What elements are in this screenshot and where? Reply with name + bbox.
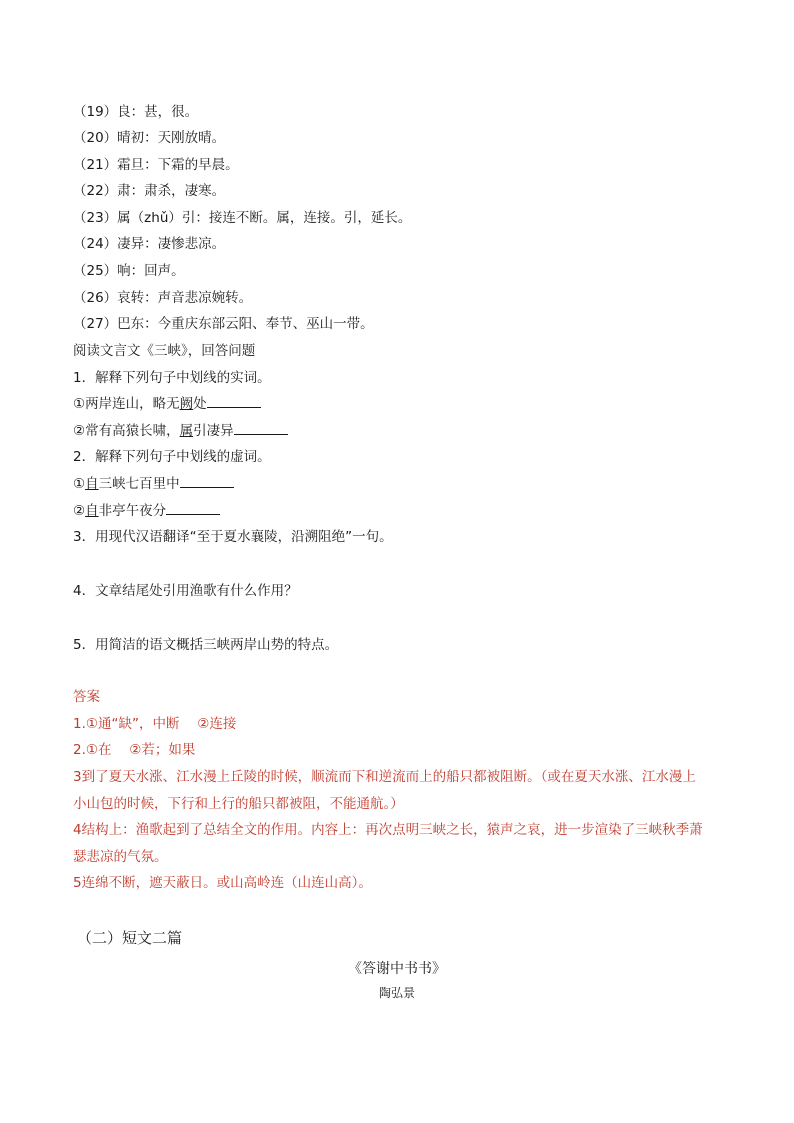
- note-22: （22）肃：肃杀，凄寒。: [73, 183, 226, 199]
- answer-4-line1: 4结构上：渔歌起到了总结全文的作用。内容上：再次点明三峡之长，猿声之哀，进一步渲染了三峡秋季萧: [73, 822, 703, 838]
- question-3: 3．用现代汉语翻译“至于夏水襄陵，沿溯阻绝”一句。: [73, 529, 393, 545]
- question-5: 5．用简洁的语文概括三峡两岸山势的特点。: [73, 637, 339, 653]
- note-25: （25）响：回声。: [73, 263, 185, 279]
- note-27: （27）巴东：今重庆东部云阳、奉节、巫山一带。: [73, 316, 374, 332]
- underlined-word: 属: [179, 423, 194, 439]
- essay-title: 《答谢中书书》: [348, 961, 446, 977]
- note-20: （20）晴初：天刚放晴。: [73, 130, 226, 146]
- answer-2: 2.①在 ②若；如果: [73, 742, 196, 758]
- question-4: 4．文章结尾处引用渔歌有什么作用？: [73, 583, 298, 599]
- essay-author: 陶弘景: [378, 986, 415, 1000]
- note-21: （21）霜旦：下霜的早晨。: [73, 157, 239, 173]
- reading-heading: 阅读文言文《三峡》，回答问题: [73, 343, 256, 359]
- answer-blank[interactable]: [180, 475, 234, 488]
- answer-4-line2: 瑟悲凉的气氛。: [73, 849, 168, 865]
- underlined-word: 自: [85, 476, 99, 492]
- answer-1: 1.①通“缺”，中断 ②连接: [73, 716, 237, 732]
- section-heading: （二）短文二篇: [77, 929, 183, 947]
- note-24: （24）凄异：凄惨悲凉。: [73, 236, 226, 252]
- question-1: 1．解释下列句子中划线的实词。: [73, 370, 271, 386]
- question-1b: ②常有高猿长啸，属引凄异: [73, 422, 288, 440]
- note-23: （23）属（zhǔ）引：接连不断。属，连接。引，延长。: [73, 210, 412, 226]
- answer-3-line2: 小山包的时候，下行和上行的船只都被阻，不能通航。）: [73, 796, 404, 812]
- question-2b: ②自非亭午夜分: [73, 502, 220, 520]
- answer-blank[interactable]: [207, 395, 261, 408]
- question-2a: ①自三峡七百里中: [73, 475, 234, 493]
- underlined-word: 自: [85, 503, 99, 519]
- note-19: （19）良：甚，很。: [73, 104, 199, 120]
- answer-3-line1: 3到了夏天水涨、江水漫上丘陵的时候，顺流而下和逆流而上的船只都被阻断。（或在夏天水涨、江水漫上: [73, 769, 696, 785]
- note-26: （26）哀转：声音悲凉婉转。: [73, 290, 253, 306]
- answers-heading: 答案: [73, 689, 100, 705]
- answer-5: 5连绵不断，遮天蔽日。或山高岭连（山连山高）。: [73, 875, 372, 891]
- question-2: 2．解释下列句子中划线的虚词。: [73, 449, 271, 465]
- answer-blank[interactable]: [166, 502, 220, 515]
- underlined-word: 阙: [179, 396, 194, 412]
- answer-blank[interactable]: [234, 422, 288, 435]
- question-1a: ①两岸连山，略无阙处: [73, 395, 261, 413]
